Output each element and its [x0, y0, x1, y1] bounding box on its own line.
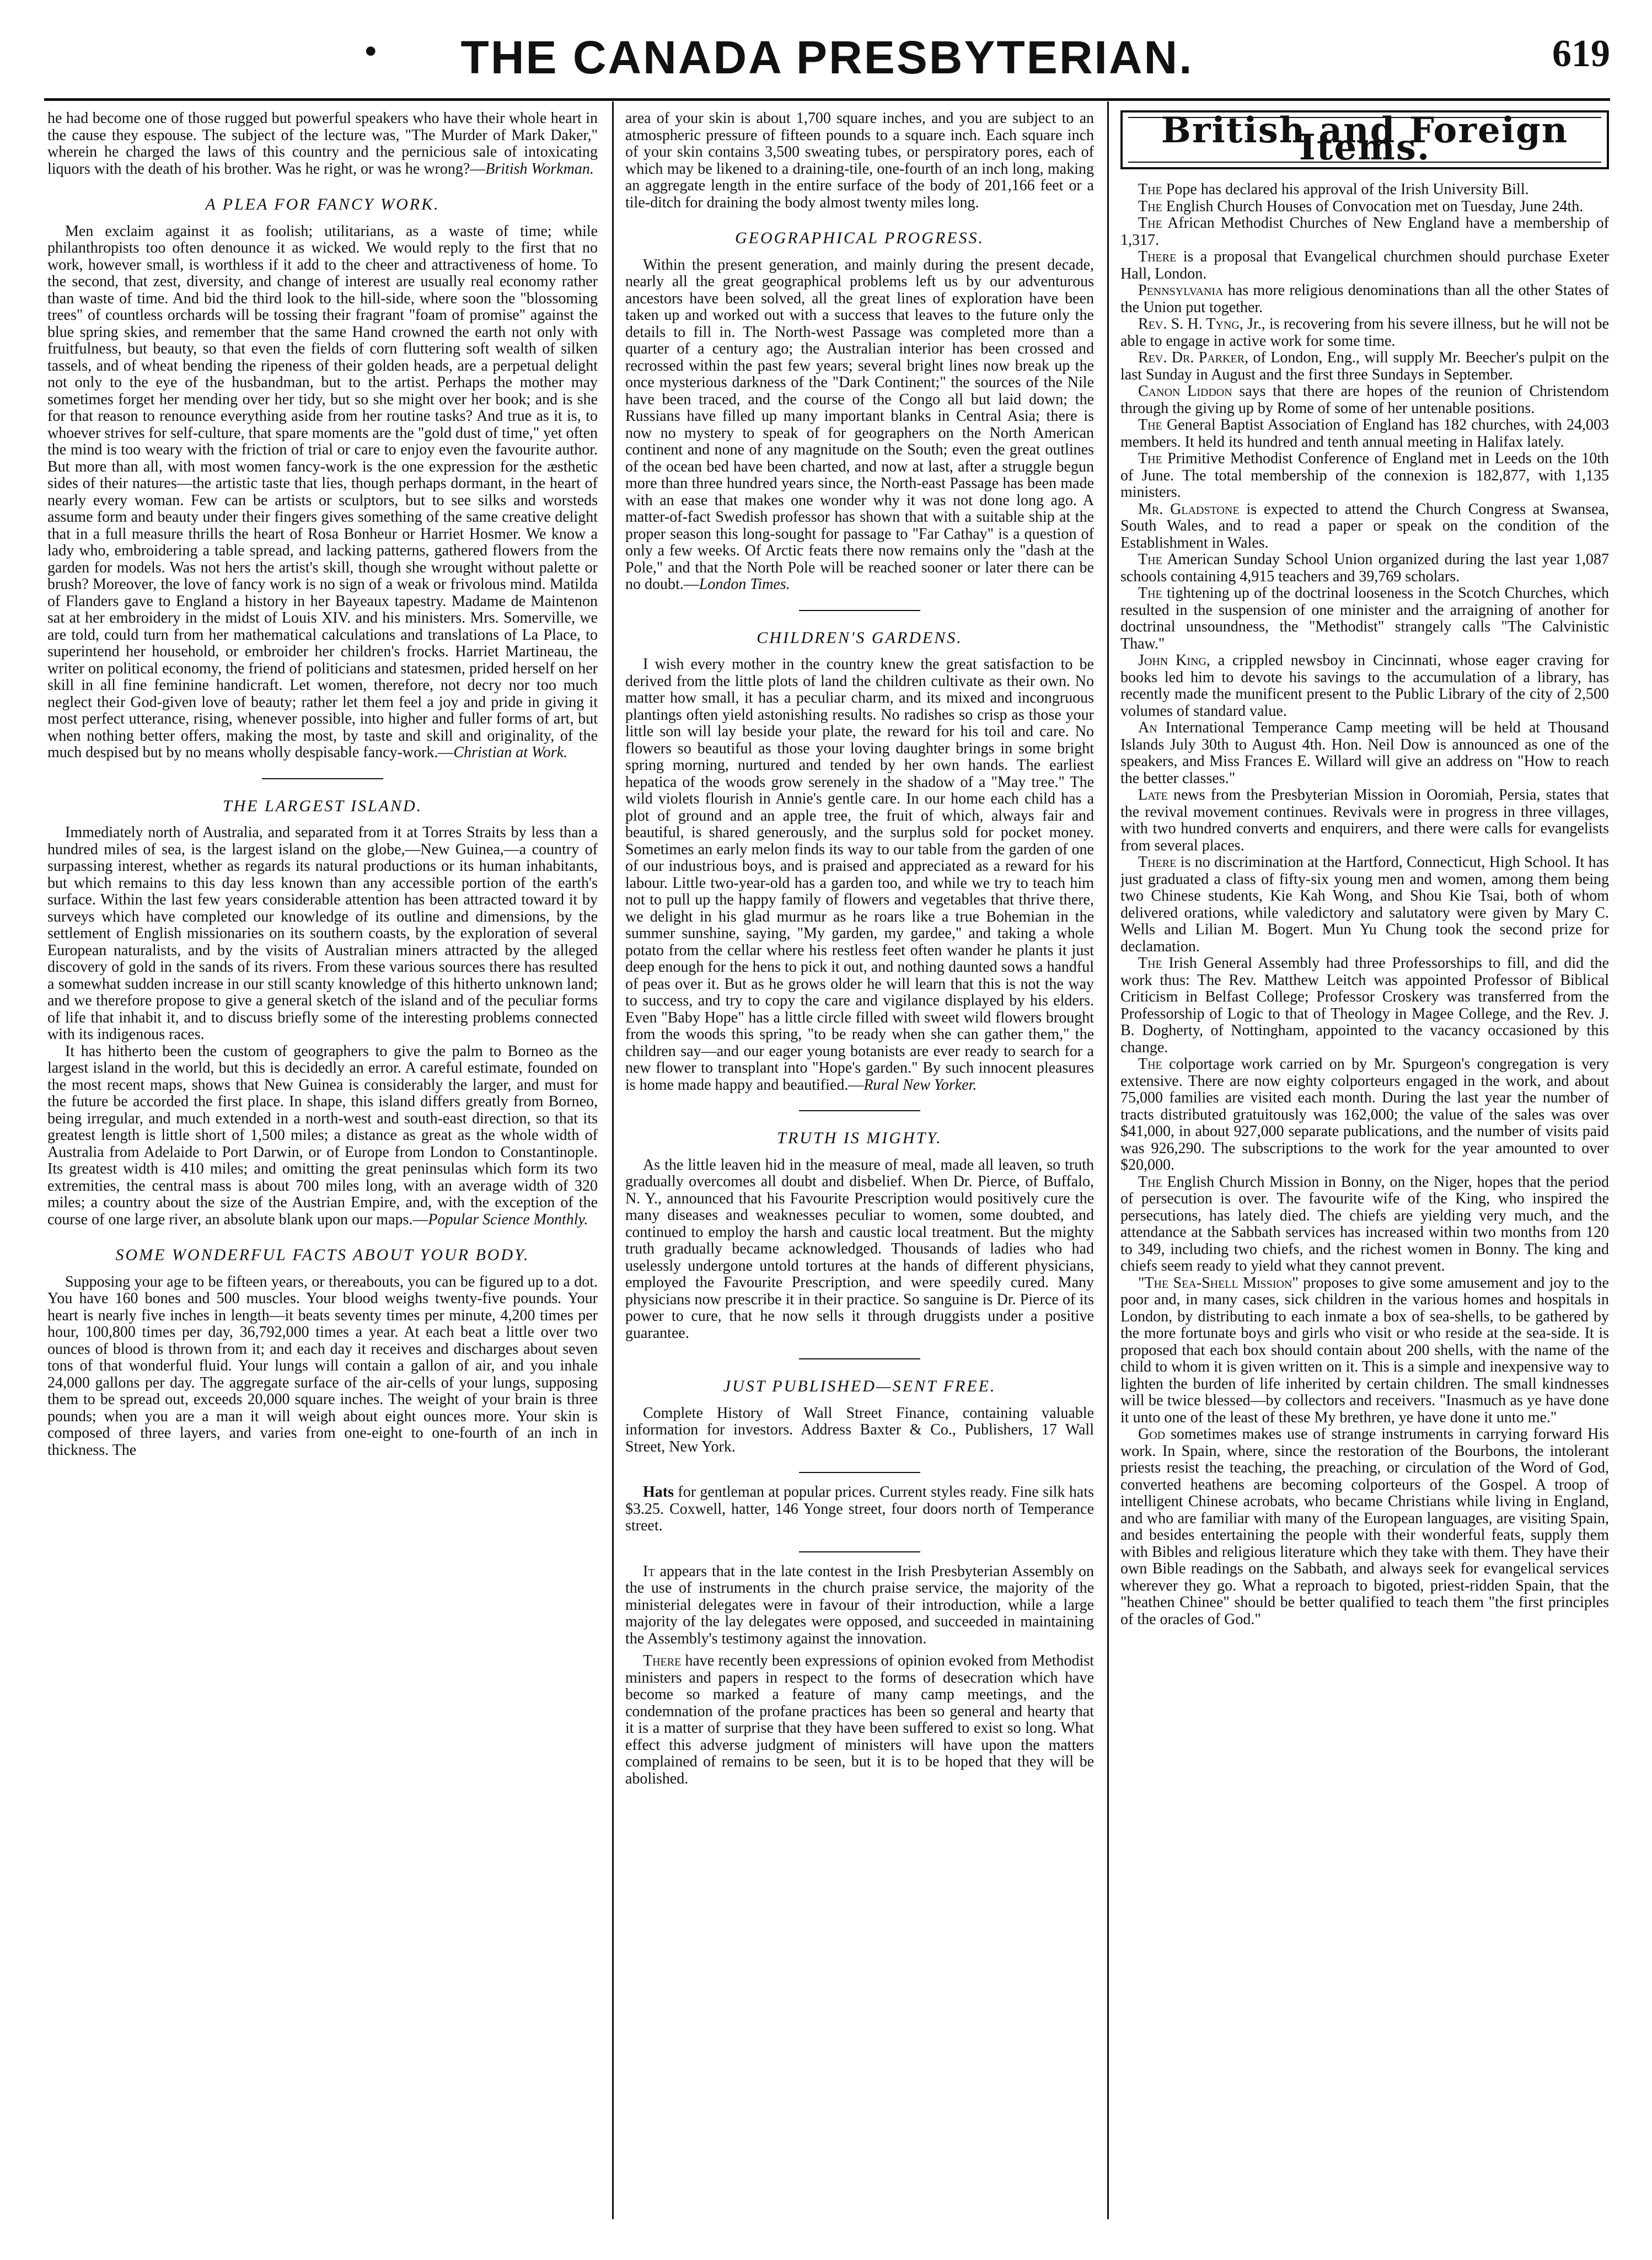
news-item: [1120, 282, 1609, 316]
article-largest-island-p2: It has hitherto been the custom of geographers to give the palm to Borneo as the largest island in the world, but this is decidedly an error. A careful estimate, founded on the most recent maps, shows that New Guinea is considerably the larger, and must for the future be accorded the first place. In shape, this island differs greatly from Borneo, being irregular, and much extended in a north-west and south-east direction, so that its greatest length is little short of 1,500 miles; a distance as great as the whole width of Australia from Adelaide to Port Darwin, or of Europe from London to Constantinople. Its greatest width is 410 miles; and omitting the great peninsulas which form its two extremities, the central mass is about 700 miles long, with an average width of 320 miles; a country about the size of the Austrian Empire, and, with the exception of the course of one large river, an absolute blank upon our maps.—Popular Science Monthly.: [47, 1042, 598, 1228]
news-item-lead: The: [1138, 585, 1162, 602]
news-item-lead: "The Sea-Shell Mission": [1138, 1274, 1299, 1292]
column-divider-2: [1107, 101, 1109, 2219]
news-item: [1120, 652, 1609, 720]
item-assembly: It appears that in the late contest in the Irish Presbyterian Assembly on the use of instruments in the church praise service, the majority of the ministerial delegates were in favour of their introduction, while a large majority of the lay delegates were opposed, and succeeded in maintaining the Assembly's testimony against the innovation.: [625, 1562, 1094, 1647]
news-item-text: American Sunday School Union organized during the last year 1,087 schools containing 4,915 teachers and 39,769 scholars.: [1120, 551, 1609, 585]
news-item-text: tightening up of the doctrinal looseness in the Scotch Churches, which resulted in the suspension of one minister and the arraigning of another for doctrinal unsoundness, the "Methodist" strangely calls "The Calvinistic Thaw.": [1120, 585, 1609, 652]
news-item-lead: The: [1138, 181, 1162, 198]
news-item-text: is a proposal that Evangelical churchmen should purchase Exeter Hall, London.: [1120, 248, 1609, 282]
article-gardens: I wish every mother in the country knew the great satisfaction to be derived from the little plots of land the children cultivate as their own. No matter how small, it has a peculiar charm, and its mixed and incongruous plantings often yield astonishing results. No radishes so crisp as those your little son will lay beside your plate, the reward for his toil and care. No flowers so beautiful as those your loving daughter brings in some bright spring morning, nurtured and tended by her own hands. The earliest hepatica of the woods grow serenely in the shadow of a "May tree." The wild violets flourish in Annie's gentle care. In our home each child has a plot of ground and an apple tree, the fruit of which, always fair and beautiful, is shared generously, and the surplus sold for pocket money. Sometimes an early melon finds its way to our table from the garden of one of our industrious boys, and is praised and appreciated as a reward for his labour. Little two-year-old has a garden too, and while we try to teach him not to pull up the happy family of flowers and vegetables that thrive there, we delight in his glad murmur as he roars like a true Bohemian in the summer sunshine, saying, "My garden, my gardee," and taking a whole potato from the cellar where his restless feet often wander he plants it just deep enough for the hens to pick it out, and nothing daunted sows a handful of peas over it. But as he grows older he will learn that this is not the way to success, and try to copy the care and vigilance displayed by his elders. Even "Baby Hope" has a little circle filled with sweet wild flowers brought from the woods this spring, "to be ready when she can gather them," the children say—and our eager young botanists are ever ready to search for a new flower to transplant into "Hope's garden." By such innocent pleasures is home made happy and beautified.—Rural New Yorker.: [625, 656, 1094, 1094]
source-citation: London Times.: [699, 576, 790, 593]
news-item-lead: There: [1138, 248, 1177, 265]
news-item-lead: Mr. Gladstone: [1138, 500, 1240, 518]
news-item-lead: An: [1138, 719, 1157, 736]
news-item: [1120, 1275, 1609, 1427]
news-item-lead: The: [1138, 1056, 1162, 1073]
news-item-lead: Rev. Dr. Parker,: [1138, 349, 1249, 366]
news-item-text: African Methodist Churches of New England have a membership of 1,317.: [1120, 215, 1609, 249]
news-item-text: Primitive Methodist Conference of England met in Leeds on the 10th of June. The total membership of the connexion is 182,877, with 1,135 ministers.: [1120, 450, 1609, 501]
article-heading-largest-island: THE LARGEST ISLAND.: [222, 796, 423, 815]
source-citation: Rural New Yorker.: [863, 1076, 977, 1094]
news-item-lead: The: [1138, 1173, 1162, 1191]
section-banner-title: British and Foreign Items.: [1128, 117, 1601, 163]
news-item-text: sometimes makes use of strange instruments in carrying forward His work. In Spain, where, since the restoration of the Bourbons, the intolerant priests resist the teaching, the preaching, or circulation of the Word of God, converted heathens are becoming colporteurs of the Gospel. A troop of intelligent Chinese acrobats, who became Christians while living in England, and who are familiar with many of the European languages, are visiting Spain, and besides entertaining the people with their wonderful feats, supply them with Bibles and religious literature which they take with them. They have their own Bible readings on the Sabbath, and always seek for evangelical services wherever they go. What a reproach to bigoted, priest-ridden Spain, that the "heathen Chinee" should be better qualified to teach them "the first principles of the oracles of God.": [1120, 1426, 1609, 1628]
news-item-text: of London, Eng., will supply Mr. Beecher's pulpit on the last Sunday in August and the first three Sundays in September.: [1120, 349, 1609, 383]
section-rule: [799, 1110, 920, 1111]
news-item-text: General Baptist Association of England has 182 churches, with 24,003 members. It held its hundred and tenth annual meeting in Halifax lately.: [1120, 416, 1609, 451]
news-item-text: Irish General Assembly had three Professorships to fill, and did the work thus: The Rev. Matthew Leitch was appointed Professor of Biblical Criticism in Belfast College; Professor Croskery was transferred from the Professorship of Logic to that of Theology in Magee College, and the Rev. J. B. Dogherty, of Nottingham, appointed to the vacancy occasioned by this change.: [1120, 955, 1609, 1056]
column-divider-1: [612, 101, 614, 2219]
news-item-text: proposes to give some amusement and joy to the poor and, in many cases, sick children in the various homes and hospitals in London, by distributing to each inmate a box of sea-shells, to be gathered by the more fortunate boys and girls who visit or who reside at the sea-side. It is proposed that each box should contain about 200 shells, with the name of the child to whom it is given written on it. This is a simple and inexpensive way to lighten the burden of life inherited by certain children. The small kindnesses will be twice blessed—by collectors and receivers. "Inasmuch as ye have done it unto one of the least of these My brethren, ye have done it unto me.": [1120, 1274, 1609, 1426]
masthead-rule: [44, 98, 1610, 101]
newspaper-title: THE CANADA PRESBYTERIAN.: [460, 31, 1194, 83]
section-banner: [1120, 110, 1609, 169]
article-wonderful-facts: Supposing your age to be fifteen years, or thereabouts, you can be figured up to a dot. You have 160 bones and 500 muscles. Your blood weighs twenty-five pounds. Your heart is nearly five inches in length—it beats seventy times per minute, 4,200 times per hour, 100,800 times per day, 36,792,000 times a year. At each beat a little over two ounces of blood is thrown from it; and each day it receives and discharges about seven tons of that wonderful fluid. Your lungs will contain a gallon of air, and you inhale 24,000 gallons per day. The aggregate surface of the air-cells of your lungs, supposing them to be spread out, exceeds 20,000 square inches. The weight of your brain is three pounds; when you are a man it will weigh about eight ounces more. Your skin is composed of three layers, and varies from one-eight to one-fourth of an inch in thickness. The: [47, 1273, 598, 1459]
news-item-lead: The: [1138, 197, 1162, 215]
news-item: [1120, 955, 1609, 1056]
news-item-text: is expected to attend the Church Congress at Swansea, South Wales, and to read a paper or speak on the condition of the Establishment in Wales.: [1120, 500, 1609, 551]
news-item: [1120, 854, 1609, 955]
news-item: [1120, 199, 1609, 216]
article-continued: area of your skin is about 1,700 square inches, and you are subject to an atmospheric pressure of fifteen pounds to a square inch. Each square inch of your skin contains 3,500 sweating tubes, or perspiratory pores, each of which may be likened to a draining-tile, one-fourth of an inch long, making an aggregate length in the entire surface of the body of 201,166 feet or a tile-ditch for draining the body almost twenty miles long.: [625, 110, 1094, 211]
news-item: [1120, 316, 1609, 350]
source-citation: Popular Science Monthly.: [428, 1211, 588, 1228]
news-item-lead: Pennsylvania: [1138, 282, 1224, 299]
news-item-text: a crippled newsboy in Cincinnati, whose eager craving for books led him to devote his savings to the accumulation of a library, has recently made the munificent present to the Public Library of the city of 2,500 volumes of standard value.: [1120, 652, 1609, 720]
section-rule: [799, 610, 920, 611]
news-item-lead: Rev. S. H. Tyng,: [1138, 315, 1243, 333]
source-citation: British Workman.: [485, 160, 594, 178]
news-item-text: says that there are hopes of the reunion of Christendom through the giving up by Rome of some of her untenable positions.: [1120, 383, 1609, 417]
news-item: [1120, 787, 1609, 854]
article-published: Complete History of Wall Street Finance, containing valuable information for investors. Address Baxter & Co., Publishers, 17 Wall Street, New York.: [625, 1404, 1094, 1455]
news-item-lead: God: [1138, 1426, 1166, 1443]
news-item-lead: Late: [1138, 786, 1168, 804]
news-item: [1120, 551, 1609, 585]
article-largest-island-p1: Immediately north of Australia, and separated from it at Torres Straits by less than a hundred miles of sea, is the largest island on the globe,—New Guinea,—a country of surpassing interest, whether as regards its natural productions or its human inhabitants, but which remains to this day less known than any accessible portion of the earth's surface. Within the last few years considerable attention has been attracted toward it by surveys which have completed our knowledge of its outline and dimensions, by the settlement of English missionaries on its southern coasts, by the exploration of several European naturalists, and by the visits of Australian miners attracted by the alleged discovery of gold in the sands of its rivers. From these various sources there has resulted a somewhat sudden increase in our still scanty knowledge of this hitherto unknown land; and we therefore propose to give a general sketch of the island and of the peculiar forms of life that inhabit it, and to discuss briefly some of the interesting problems connected with its indigenous races.: [47, 824, 598, 1043]
news-item: [1120, 350, 1609, 383]
news-item-text: is no discrimination at the Hartford, Connecticut, High School. It has just graduated a class of fifty-six young men and women, among them being two Chinese students, Kie Kah Wong, and Shou Kie Tsai, both of whom delivered orations, while valedictory and salutatory were given by Mary C. Wells and Lilian M. Bogert. Mun Yu Chung took the second prize for declamation.: [1120, 854, 1609, 955]
news-item-text: English Church Mission in Bonny, on the Niger, hopes that the period of persecution is over. The favourite wife of the King, who inspired the persecutions, has lately died. The chiefs are yielding very much, and the attendance at the Sabbath services has increased within two months from 120 to 349, including two chiefs, and the richest women in Bonny. The king and chiefs seem ready to yield what they cannot prevent.: [1120, 1173, 1609, 1274]
news-item: [1120, 1056, 1609, 1174]
news-item: [1120, 181, 1609, 199]
news-item: [1120, 249, 1609, 282]
masthead-dot: •: [364, 30, 378, 73]
article-continued: he had become one of those rugged but powerful speakers who have their whole heart in the cause they espouse. The subject of the lecture was, "The Murder of Mark Daker," wherein he charged the laws of this country and the pernicious sale of intoxicating liquors with the death of his brother. Was he right, or was he wrong?—British Workman.: [47, 110, 598, 178]
masthead: [44, 26, 1610, 92]
news-item-text: colportage work carried on by Mr. Spurgeon's congregation is very extensive. There are now eighty colporteurs engaged in the work, and about 75,000 families are visited each month. During the last year the number of tracts distributed gratuitously was 162,000; the value of the sales was over $41,000, in about 927,000 separate publications, and the number of visits paid was 926,290. The subscriptions to the work for the year amounted to over $20,000.: [1120, 1056, 1609, 1174]
news-items-list: [1120, 181, 1609, 1628]
news-item-lead: The: [1138, 416, 1162, 433]
news-item: [1120, 720, 1609, 787]
news-item: [1120, 383, 1609, 417]
news-item-lead: There: [1138, 854, 1177, 871]
page-number: 619: [1552, 33, 1610, 75]
news-item-lead: The: [1138, 215, 1162, 232]
news-item-text: news from the Presbyterian Mission in Ooromiah, Persia, states that the revival movement continues. Revivals were in progress in three villages, with two hundred converts and enquirers, and there were calls for evangelists from several places.: [1120, 786, 1609, 854]
news-item: [1120, 1174, 1609, 1275]
article-heading-fancy-work: A PLEA FOR FANCY WORK.: [205, 195, 440, 213]
news-item: [1120, 215, 1609, 249]
article-fancy-work: Men exclaim against it as foolish; utilitarians, as a waste of time; while philanthropists too often denounce it as wicked. We would reply to the first that no work, however small, is worthless if it add to the cheer and attractiveness of home. To the second, that zest, diversity, and change of interest are usually real economy rather than waste of time. And bid the third look to the hill-side, where soon the "blossoming trees" of countless orchards will be tossing their fragrant "foam of promise" against the blue spring skies, and remember that the same Hand crowned the earth not only with fruitfulness, but beauty, so that even the fields of corn fluttering soft wealth of silken tassels, and of wheat bending the ripeness of their golden heads, are a perpetual delight not only to the eye of the husbandman, but to the artist. Perhaps the mother may sometimes forget her mending over her tidy, but so she might over her book; and is she for that reason to renounce everything aside from her routine tasks? And true as it is, to whoever strives for self-culture, that spare moments are the "gold dust of time," yet often the mind is too weary with the friction of trial or care to enjoy even the favourite author. But more than all, with most women fancy-work is the one expression for the æsthetic sides of their natures—the artistic taste that lies, though perhaps dormant, in the heart of nearly every woman. Few can be artists or sculptors, but to see silks and worsteds assume form and beauty under their fingers gives something of the same creative delight that in a full measure thrills the heart of Rosa Bonheur or Harriet Hosmer. We know a lady who, embroidering a table spread, and lacking patterns, gathered flowers from the garden for models. Was not hers the artist's skill, though she wrought without palette or brush? Moreover, the love of fancy work is no sign of a weak or frivolous mind. Matilda of Flanders gave to England a history in her Bayeaux tapestry. Madame de Maintenon sat at her embroidery in the midst of Louis XIV. and his ministers. Mrs. Somerville, we are told, could turn from her mathematical calculations and translations of La Place, to superintend her household, or embroider her children's frocks. Harriet Martineau, the writer on political economy, the friend of politicians and statesmen, prided herself on her skill in all fine feminine handicraft. Let women, therefore, not decry nor too much neglect their God-given love of beauty; rather let them feel a joy and pride in giving it most perfect utterance, rising, whenever possible, into higher and fuller forms of art, but when nothing better offers, making the most, by taste and skill and originality, of the much despised but by no means wholly despisable fancy-work.—Christian at Work.: [47, 222, 598, 761]
news-item-lead: The: [1138, 551, 1162, 568]
news-item-lead: The: [1138, 450, 1162, 467]
section-rule: [262, 778, 383, 779]
news-item-lead: The: [1138, 955, 1162, 972]
news-item: [1120, 501, 1609, 552]
column-2: [625, 110, 1094, 2222]
news-item-text: Jr., is recovering from his severe illness, but he will not be able to engage in active work for some time.: [1120, 315, 1609, 350]
column-1: [47, 110, 598, 2222]
news-item: [1120, 1426, 1609, 1628]
column-3: [1120, 110, 1609, 2222]
article-heading-wonderful-facts: SOME WONDERFUL FACTS ABOUT YOUR BODY.: [115, 1246, 530, 1264]
article-geographical: Within the present generation, and mainly during the present decade, nearly all the great geographical problems left us by our adventurous ancestors have been solved, all the great lines of exploration have been taken up and worked out with a success that leaves to the future only the details to fill in. The North-west Passage was completed more than a quarter of a century ago; the Australian interior has been crossed and recrossed within the past few years; several bright lines now break up the once mysterious darkness of the "Dark Continent;" the sources of the Nile have been traced, and the course of the Congo all but laid down; the Russians have filled up many important blanks in Central Asia; there is now no mystery to speak of for geographers on the North American continent and none of any magnitude on the South; even the great outlines of the ocean bed have been charted, and now at last, after a struggle begun more than three hundred years since, the North-east Passage has been made with an ease that makes one wonder why it was not done long ago. A matter-of-fact Swedish professor has shown that with a suitable ship at the proper season this long-sought for passage to "Far Cathay" is a question of only a few weeks. Of Arctic feats there now remains only the "dash at the Pole," and that the North Pole will be reached sooner or later there can be no doubt.—London Times.: [625, 256, 1094, 593]
item-methodist: There have recently been expressions of opinion evoked from Methodist ministers and papers in respect to the forms of desecration which have become so marked a feature of many camp meetings, and the condemnation of the profane practices has been so general and hearty that it is a matter of surprise that they have been suffered to exist so long. What effect this adverse judgment of ministers will have upon the matters complained of remains to be seen, but it is to be hoped that they will be abolished.: [625, 1652, 1094, 1787]
article-heading-geographical: GEOGRAPHICAL PROGRESS.: [734, 229, 985, 247]
news-item-text: English Church Houses of Convocation met on Tuesday, June 24th.: [1162, 197, 1584, 215]
section-rule: [799, 1358, 920, 1359]
advert-hats: Hats for gentleman at popular prices. Current styles ready. Fine silk hats $3.25. Coxwell, hatter, 146 Yonge street, four doors north of Temperance street.: [625, 1484, 1094, 1534]
source-citation: Christian at Work.: [453, 744, 568, 761]
news-item: [1120, 417, 1609, 451]
article-truth: As the little leaven hid in the measure of meal, made all leaven, so truth gradually overcomes all doubt and disbelief. When Dr. Pierce, of Buffalo, N. Y., announced that his Favourite Prescription would positively cure the many diseases and weaknesses peculiar to women, some doubted, and continued to employ the harsh and caustic local treatment. But the mighty truth gradually became acknowledged. Thousands of ladies who had uselessly undergone untold tortures at the hands of different physicians, employed the Favourite Prescription, and were speedily cured. Many physicians now prescribe it in their practice. So sanguine is Dr. Pierce of its power to cure, that he now sells it through druggists under a positive guarantee.: [625, 1156, 1094, 1342]
news-item-text: Pope has declared his approval of the Irish University Bill.: [1162, 181, 1529, 198]
news-item-text: has more religious denominations than all the other States of the Union put together.: [1120, 282, 1609, 316]
section-rule: [799, 1551, 920, 1552]
article-heading-truth: TRUTH IS MIGHTY.: [777, 1129, 942, 1147]
news-item: [1120, 585, 1609, 652]
news-item-text: International Temperance Camp meeting will be held at Thousand Islands July 30th to August 4th. Hon. Neil Dow is announced as one of the speakers, and Miss Frances E. Willard will give an address on "How to reach the better classes.": [1120, 719, 1609, 787]
article-heading-gardens: CHILDREN'S GARDENS.: [757, 628, 963, 647]
news-item-lead: John King,: [1138, 652, 1210, 669]
news-item-lead: Canon Liddon: [1138, 383, 1232, 400]
article-heading-published: JUST PUBLISHED—SENT FREE.: [723, 1377, 996, 1395]
section-rule: [799, 1472, 920, 1473]
news-item: [1120, 451, 1609, 501]
